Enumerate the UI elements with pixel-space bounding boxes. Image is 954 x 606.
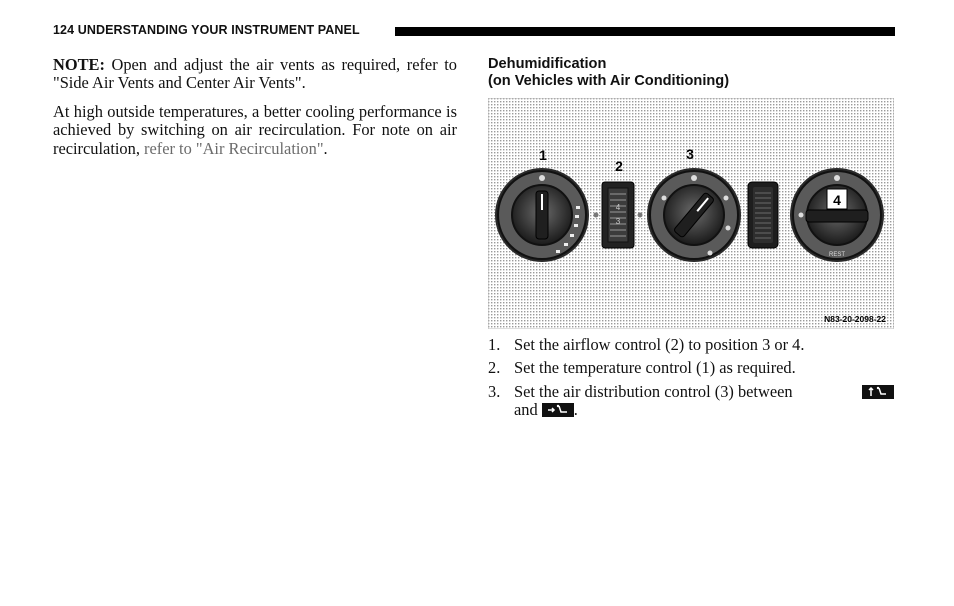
note-text: Open and adjust the air vents as required, refer to "Side Air Vents and Center Air Vents". [53,55,457,93]
header-rule [395,27,895,36]
recirculation-end: . [323,138,328,158]
step-3-body [514,383,894,420]
step-3-text: Set the air distribution control (3) between [514,381,793,401]
rest-label: REST [828,252,846,258]
recirculation-button [748,182,778,248]
step-3 [488,383,894,420]
recirculation-text: At high outside temperatures, a better cooling performance is achieved by switching on air recirculation. For note on air recirculation, [53,101,457,158]
callout-1: 1 [539,147,547,163]
step-2-number: 2. [488,358,501,378]
section-title [488,56,894,90]
rear-defrost-knob [790,168,884,262]
section-title-line1: Dehumidification [488,56,607,72]
step-1-text: Set the airflow control (2) to position 3 or 4. [514,335,805,354]
callout-2: 2 [615,158,623,174]
note-paragraph [53,56,457,93]
section-title-line2: (on Vehicles with Air Conditioning) [488,73,730,89]
climate-control-figure [488,98,894,329]
climate-control-illustration [488,98,894,329]
step-2-text: Set the temperature control (1) as required. [514,358,796,378]
recirculation-paragraph [53,103,457,158]
floor-vent-icon [542,403,574,417]
step-1 [488,336,894,354]
step-3-end: . [573,400,578,420]
step-2 [488,359,894,377]
air-distribution-control-knob [647,168,741,262]
step-3-and: and [514,400,538,420]
temperature-control-knob [495,168,589,262]
step-1-number: 1. [488,335,501,354]
note-label: NOTE: [53,55,105,74]
step-3-number: 3. [488,381,501,401]
airflow-position-4: 4 [615,203,621,212]
air-recirculation-link[interactable]: refer to "Air Recirculation" [144,138,324,158]
page-header-title: 124 UNDERSTANDING YOUR INSTRUMENT PANEL [53,23,360,37]
airflow-position-3: 3 [615,217,621,226]
right-column [488,56,894,90]
callout-3: 3 [686,146,694,162]
callout-4: 4 [833,192,841,208]
figure-id: N83-20-2098-22 [824,314,886,324]
page-header [53,22,895,38]
floor-defrost-icon [862,385,894,399]
steps-list [488,336,894,425]
left-column [53,56,457,168]
